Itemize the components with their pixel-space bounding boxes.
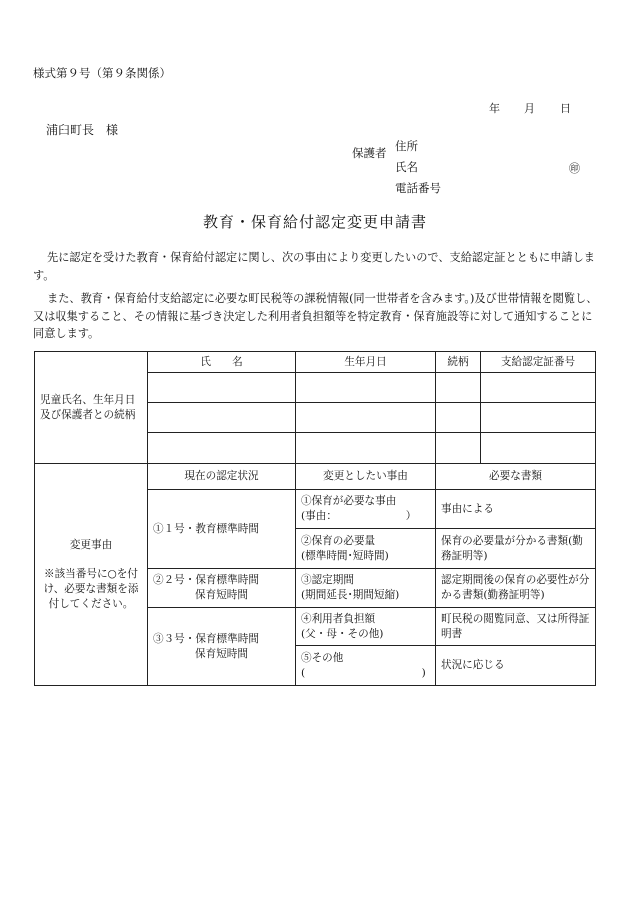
reason-3-line1: ③認定期間	[301, 574, 354, 586]
status-2-line1: ②２号・保育標準時間	[153, 574, 259, 586]
reason-2-line1: ②保育の必要量	[301, 534, 376, 547]
change-reason-cell	[35, 464, 148, 686]
child-info-row-label: 児童氏名、生年月日及び保護者との続柄	[35, 352, 148, 464]
child-birthdate-field-2[interactable]	[296, 403, 436, 433]
paragraph-1-text: 先に認定を受けた教育・保育給付認定に関し、次の事由により変更したいので、支給認定証とともに申請します。	[33, 251, 595, 282]
child-relation-field-2[interactable]	[436, 403, 481, 433]
child-relation-field-3[interactable]	[436, 433, 481, 464]
child-relation-field-1[interactable]	[436, 373, 481, 403]
document-5: 状況に応じる	[436, 646, 596, 686]
child-name-field-1[interactable]	[148, 373, 296, 403]
reason-4-line2: (父・母・その他)	[301, 627, 384, 640]
status-option-1-label: ①１号・教育標準時間	[153, 522, 259, 535]
reason-1-line1: ①保育が必要な事由	[301, 495, 397, 507]
guardian-label: 保護者	[352, 146, 387, 160]
desired-reason-header: 変更としたい事由	[296, 464, 436, 490]
reason-option-2[interactable]	[296, 529, 436, 569]
certificate-number-field-1[interactable]	[481, 373, 596, 403]
child-birthdate-header: 生年月日	[296, 352, 436, 373]
status-3-line1: ③３号・保育標準時間	[153, 632, 259, 645]
child-birthdate-field-3[interactable]	[296, 433, 436, 464]
document-1: 事由による	[436, 490, 596, 529]
child-name-field-3[interactable]	[148, 433, 296, 464]
reason-3-line2: (期間延長･期間短縮)	[301, 589, 400, 601]
consent-paragraph-1	[33, 249, 603, 284]
status-option-3[interactable]	[148, 608, 296, 686]
certificate-number-field-2[interactable]	[481, 403, 596, 433]
current-status-header: 現在の認定状況	[148, 464, 296, 490]
reason-1-line2: (事由： ）	[301, 510, 417, 522]
reason-5-line1: ⑤その他	[301, 651, 344, 664]
date-month-label: 月	[524, 102, 535, 115]
status-2-line2: 保育短時間	[195, 589, 248, 601]
child-name-header: 氏 名	[148, 352, 296, 373]
consent-paragraph-2	[33, 290, 603, 343]
reason-option-1[interactable]	[296, 490, 436, 529]
application-table	[34, 351, 596, 686]
addressee: 浦臼町長 様	[46, 123, 119, 137]
child-relation-header: 続柄	[436, 352, 481, 373]
child-birthdate-field-1[interactable]	[296, 373, 436, 403]
document-title: 教育・保育給付認定変更申請書	[202, 213, 427, 231]
document-3: 認定期間後の保育の必要性が分かる書類(勤務証明等)	[436, 569, 596, 608]
guardian-address-label: 住所	[395, 139, 418, 153]
status-option-1[interactable]	[148, 490, 296, 569]
guardian-phone-label: 電話番号	[395, 181, 441, 195]
document-4: 町民税の閲覧同意、又は所得証明書	[436, 608, 596, 646]
status-3-line2: 保育短時間	[195, 647, 248, 660]
reason-2-line2: (標準時間･短時間)	[301, 549, 389, 562]
reason-option-5[interactable]	[296, 646, 436, 686]
child-name-field-2[interactable]	[148, 403, 296, 433]
reason-option-4[interactable]	[296, 608, 436, 646]
certificate-number-field-3[interactable]	[481, 433, 596, 464]
seal-mark-icon: ㊞	[569, 162, 580, 175]
reason-4-line1: ④利用者負担額	[301, 612, 376, 625]
guardian-name-label: 氏名	[395, 160, 418, 174]
document-2: 保育の必要量が分かる書類(勤務証明等)	[436, 529, 596, 569]
date-day-label: 日	[560, 102, 571, 115]
reason-5-line2: ( )	[301, 666, 426, 679]
change-reason-label: 変更事由	[69, 538, 113, 551]
status-option-2[interactable]	[148, 569, 296, 608]
form-number: 様式第９号（第９条関係）	[33, 66, 171, 80]
date-year-label: 年	[489, 102, 500, 115]
paragraph-2-text: また、教育・保育給付支給認定に必要な町民税等の課税情報(同一世帯者を含みます。)及び世帯情報を閲覧し、又は収集すること、その情報に基づき決定した利用者負担額等を特定教育・保育施設等に対して通知することに同意します。	[33, 292, 598, 340]
required-documents-header: 必要な書類	[436, 464, 596, 490]
reason-option-3[interactable]	[296, 569, 436, 608]
change-reason-note: ※該当番号に○を付け、必要な書類を添付してください。	[43, 567, 139, 610]
certificate-number-header: 支給認定証番号	[481, 352, 596, 373]
